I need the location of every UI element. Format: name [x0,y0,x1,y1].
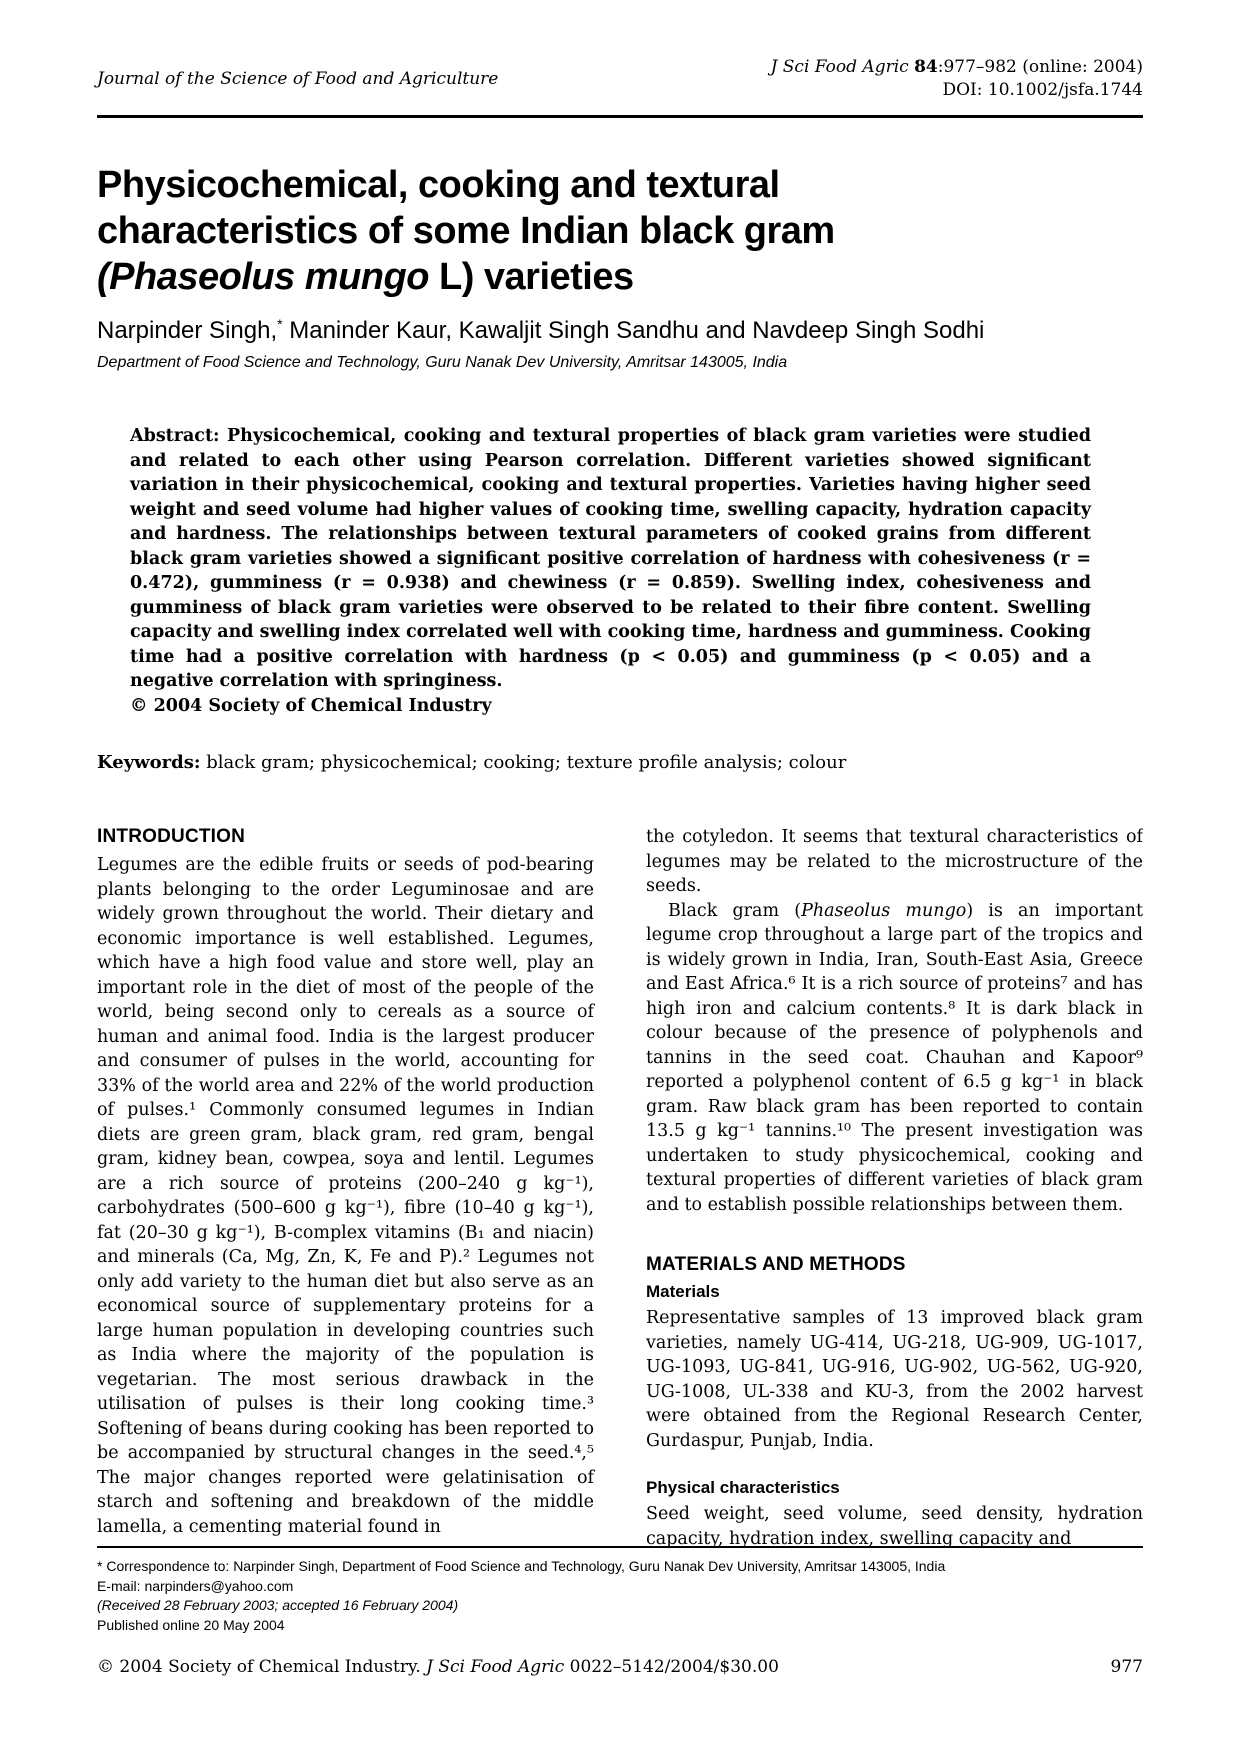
subheading-physical-characteristics: Physical characteristics [646,1478,840,1497]
title-line2: characteristics of some Indian black gram [97,210,835,252]
black-gram-paragraph [646,899,1143,1218]
continuation-paragraph: the cotyledon. It seems that textural characteristics of legumes may be related to the microstructure of the seeds. [646,827,1143,896]
authors-line [97,316,1143,345]
keywords-line [97,752,1143,773]
introduction-paragraph: Legumes are the edible fruits or seeds of pod-bearing plants belonging to the order Leguminosae and are widely grown throughout the world. Their dietary and economic importance is well established. Legumes, which have a high food value and store well, play an important role in the diet of most of the people of the world, being second only to cereals as a source of human and animal food. India is the largest producer and consumer of pulses in the world, accounting for 33% of the world area and 22% of the world production of pulses.¹ Commonly consumed legumes in Indian diets are green gram, black gram, red gram, bengal gram, kidney bean, cowpea, soya and lentil. Legumes are a rich source of proteins (200–240 g kg⁻¹), carbohydrates (500–600 g kg⁻¹), fibre (10–40 g kg⁻¹), fat (20–30 g kg⁻¹), B-complex vitamins (B₁ and niacin) and minerals (Ca, Mg, Zn, K, Fe and P).² Legumes not only add variety to the human diet but also serve as an economical source of supplementary proteins for a large human population in developing countries such as India where the majority of the population is vegetarian. The most serious drawback in the utilisation of pulses is their long cooking time.³ Softening of beans during cooking has been reported to be accompanied by structural changes in the seed.⁴,⁵ The major changes reported were gelatinisation of starch and softening and breakdown of the middle lamella, a cementing material found in [97,855,594,1537]
materials-paragraph: Representative samples of 13 improved black gram varieties, namely UG-414, UG-218, UG-909, UG-1017, UG-1093, UG-841, UG-916, UG-902, UG-562, UG-920, UG-1008, UL-338 and KU-3, from the 2002 harvest were obtained from the Regional Research Center, Gurdaspur, Punjab, India. [646,1308,1143,1451]
citation-line [771,56,1143,79]
keywords-label: Keywords: [97,752,201,773]
abstract [130,424,1091,718]
email-line: E-mail: narpinders@yahoo.com [97,1577,294,1594]
author-first: Narpinder Singh, [97,317,278,344]
published-line: Published online 20 May 2004 [97,1616,285,1633]
title-line3-rest: L) varieties [428,256,634,298]
correspondence-asterisk: * [277,316,283,332]
left-column [97,825,594,1603]
section-heading-materials-methods: MATERIALS AND METHODS [646,1254,906,1275]
page-title [97,162,1143,300]
species-name-italic: Phaseolus mungo [801,900,967,921]
body-columns [97,825,1143,1603]
title-line1: Physicochemical, cooking and textural [97,164,780,206]
citation-volume: 84 [914,57,938,77]
footer-journal-italic: J Sci Food Agric [426,1657,565,1677]
abstract-copyright: © 2004 Society of Chemical Industry [130,695,492,716]
correspondence-line: * Correspondence to: Narpinder Singh, Department of Food Science and Technology, Guru Nanak Dev University, Amritsar 143005, India [97,1558,946,1574]
affiliation: Department of Food Science and Technology, Guru Nanak Dev University, Amritsar 143005, India [97,354,788,371]
page-footer [97,1657,1143,1677]
subheading-materials: Materials [646,1282,720,1301]
page-bottom [97,1546,1143,1677]
citation-journal: J Sci Food Agric [770,57,909,77]
abstract-text: Physicochemical, cooking and textural properties of black gram varieties were studied and related to each other using Pearson correlation. Different varieties showed significant variation in their physicochemical, cooking and textural properties. Varieties having higher seed weight and seed volume had higher values of cooking time, swelling capacity, hydration capacity and hardness. The relationships between textural parameters of cooked grains from different black gram varieties showed a significant positive correlation of hardness with cohesiveness (r = 0.472), gumminess (r = 0.938) and chewiness (r = 0.859). Swelling index, cohesiveness and gumminess of black gram varieties were observed to be related to their fibre content. Swelling capacity and swelling index correlated well with cooking time, hardness and gumminess. Cooking time had a positive correlation with hardness (p < 0.05) and gumminess (p < 0.05) and a negative correlation with springiness. [130,426,1091,691]
physical-characteristics-paragraph: Seed weight, seed volume, seed density, hydration capacity, hydration index, swelling capacity and [646,1504,1143,1549]
citation-pages: :977–982 (online: 2004) [937,57,1143,77]
footnote-block [97,1557,1143,1635]
section-heading-introduction: INTRODUCTION [97,826,246,847]
black-gram-pre: Black gram ( [668,900,802,921]
journal-name: Journal of the Science of Food and Agriculture [97,69,499,89]
doi-line: DOI: 10.1002/jsfa.1744 [942,80,1143,100]
footer-issn: 0022–5142/2004/$30.00 [564,1657,779,1677]
footer-copyright-pre: © 2004 Society of Chemical Industry. [97,1657,427,1677]
received-line: (Received 28 February 2003; accepted 16 February 2004) [97,1597,459,1613]
title-species-italic: (Phaseolus mungo [97,256,429,298]
footnote-rule [97,1546,1143,1548]
page-number: 977 [1110,1657,1143,1677]
abstract-label: Abstract: [130,426,220,446]
abstract-paragraph [130,424,1091,694]
black-gram-post: ) is an important legume crop throughout a large part of the tropics and is widely grown in India, Iran, South-East Asia, Greece and East Africa.⁶ It is a rich source of proteins⁷ and has high iron and calcium contents.⁸ It is dark black in colour because of the presence of polyphenols and tannins in the seed coat. Chauhan and Kapoor⁹ reported a polyphenol content of 6.5 g kg⁻¹ in black gram. Raw black gram has been reported to contain 13.5 g kg⁻¹ tannins.¹⁰ The present investigation was undertaken to study physicochemical, cooking and textural properties of different varieties of black gram and to establish possible relationships between them. [646,900,1143,1215]
footer-copyright [97,1657,779,1677]
authors-rest: Maninder Kaur, Kawaljit Singh Sandhu and Navdeep Singh Sodhi [282,317,985,344]
keywords-text: black gram; physicochemical; cooking; texture profile analysis; colour [200,752,847,773]
masthead [97,56,1143,102]
citation-block [771,56,1143,102]
right-column [646,825,1143,1603]
header-rule [97,115,1143,118]
